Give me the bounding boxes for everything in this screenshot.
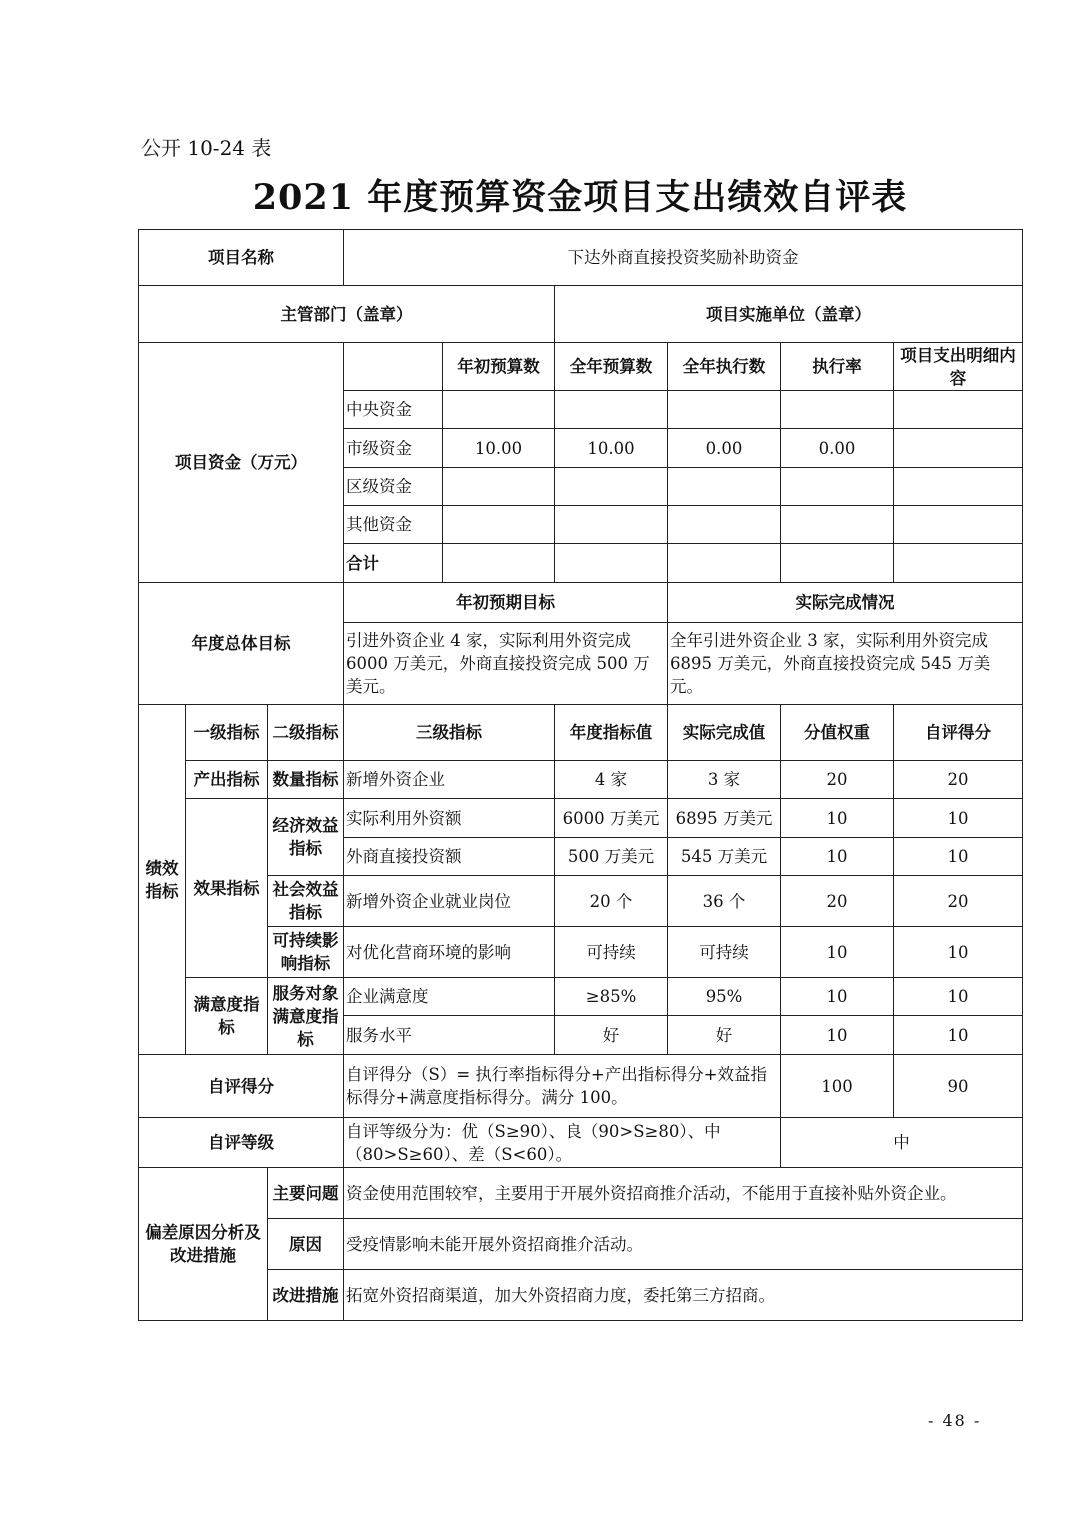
indicator-name: 外商直接投资额 [344, 838, 555, 876]
funds-cell [443, 468, 555, 506]
main-problem-label: 主要问题 [268, 1168, 344, 1219]
indicator-actual: 95% [668, 978, 781, 1016]
indicator-name: 新增外资企业 [344, 761, 555, 799]
funds-cell [555, 544, 668, 583]
level1-output: 产出指标 [186, 761, 268, 799]
level2-sustainability: 可持续影响指标 [268, 927, 344, 978]
table-number-caption: 公开 10-24 表 [141, 136, 272, 160]
indicator-target: 好 [555, 1016, 668, 1055]
indicator-weight: 10 [781, 978, 894, 1016]
funds-cell [443, 391, 555, 429]
funds-cell [894, 468, 1023, 506]
funds-cell [894, 544, 1023, 583]
funds-header-annual-budget: 全年预算数 [555, 343, 668, 391]
indicator-name: 企业满意度 [344, 978, 555, 1016]
actual-result-text: 全年引进外资企业 3 家，实际利用外资完成 6895 万美元，外商直接投资完成 545 万美元。 [668, 623, 1023, 705]
implementing-unit-label: 项目实施单位（盖章） [555, 286, 1023, 343]
funds-header-execution-rate: 执行率 [781, 343, 894, 391]
page-number: - 48 - [928, 1411, 982, 1430]
funds-header-initial-budget: 年初预算数 [443, 343, 555, 391]
deviation-label: 偏差原因分析及改进措施 [139, 1168, 268, 1321]
improvement-label: 改进措施 [268, 1270, 344, 1321]
document-title: 2021 年度预算资金项目支出绩效自评表 [252, 177, 908, 218]
indicator-weight: 10 [781, 1016, 894, 1055]
funds-cell [781, 506, 894, 544]
self-grade-label: 自评等级 [139, 1118, 344, 1168]
funds-cell [555, 506, 668, 544]
cause-text: 受疫情影响未能开展外资招商推介活动。 [344, 1219, 1023, 1270]
indicator-target: ≥85% [555, 978, 668, 1016]
indicator-name: 实际利用外资额 [344, 799, 555, 838]
level2-economic: 经济效益指标 [268, 799, 344, 876]
funds-row-label: 区级资金 [344, 468, 443, 506]
funds-header-blank [344, 343, 443, 391]
funds-cell [894, 506, 1023, 544]
funds-cell [555, 468, 668, 506]
indicator-score: 10 [894, 1016, 1023, 1055]
indicator-name: 对优化营商环境的影响 [344, 927, 555, 978]
level1-satisfaction: 满意度指标 [186, 978, 268, 1055]
indicator-weight: 10 [781, 838, 894, 876]
funds-cell [443, 506, 555, 544]
funds-cell [894, 429, 1023, 468]
self-grade-value: 中 [781, 1118, 1023, 1168]
level2-social: 社会效益指标 [268, 876, 344, 927]
indicator-score: 10 [894, 927, 1023, 978]
funds-header-detail: 项目支出明细内容 [894, 343, 1023, 391]
indicator-actual: 好 [668, 1016, 781, 1055]
funds-cell: 10.00 [443, 429, 555, 468]
funds-label: 项目资金（万元） [139, 343, 344, 583]
funds-cell [668, 468, 781, 506]
indicator-actual: 可持续 [668, 927, 781, 978]
performance-evaluation-table [138, 229, 1023, 1321]
indicator-target: 20 个 [555, 876, 668, 927]
main-problem-text: 资金使用范围较窄，主要用于开展外资招商推介活动，不能用于直接补贴外资企业。 [344, 1168, 1023, 1219]
self-score-label: 自评得分 [139, 1055, 344, 1118]
indicator-weight: 20 [781, 876, 894, 927]
cause-label: 原因 [268, 1219, 344, 1270]
indicator-header-weight: 分值权重 [781, 705, 894, 761]
indicator-target: 500 万美元 [555, 838, 668, 876]
expected-goal-text: 引进外资企业 4 家，实际利用外资完成 6000 万美元，外商直接投资完成 500 万美元。 [344, 623, 668, 705]
project-name-label: 项目名称 [139, 230, 344, 286]
indicator-weight: 20 [781, 761, 894, 799]
annual-goals-label: 年度总体目标 [139, 583, 344, 705]
improvement-text: 拓宽外资招商渠道，加大外资招商力度，委托第三方招商。 [344, 1270, 1023, 1321]
funds-cell [781, 544, 894, 583]
funds-cell [443, 544, 555, 583]
indicator-target: 可持续 [555, 927, 668, 978]
funds-row-label: 市级资金 [344, 429, 443, 468]
indicator-header-level2: 二级指标 [268, 705, 344, 761]
actual-result-header: 实际完成情况 [668, 583, 1023, 623]
level2-quantity: 数量指标 [268, 761, 344, 799]
self-score-value: 90 [894, 1055, 1023, 1118]
indicator-score: 10 [894, 978, 1023, 1016]
indicator-target: 6000 万美元 [555, 799, 668, 838]
indicator-actual: 3 家 [668, 761, 781, 799]
self-score-description: 自评得分（S）= 执行率指标得分+产出指标得分+效益指标得分+满意度指标得分。满分 100。 [344, 1055, 781, 1118]
indicator-actual: 6895 万美元 [668, 799, 781, 838]
funds-cell [668, 506, 781, 544]
funds-cell [781, 468, 894, 506]
funds-cell [668, 391, 781, 429]
indicator-actual: 36 个 [668, 876, 781, 927]
indicator-name: 服务水平 [344, 1016, 555, 1055]
indicators-label: 绩效指标 [139, 705, 186, 1055]
indicator-name: 新增外资企业就业岗位 [344, 876, 555, 927]
indicator-score: 20 [894, 876, 1023, 927]
indicator-actual: 545 万美元 [668, 838, 781, 876]
indicator-header-score: 自评得分 [894, 705, 1023, 761]
funds-row-label: 中央资金 [344, 391, 443, 429]
indicator-header-level1: 一级指标 [186, 705, 268, 761]
expected-goal-header: 年初预期目标 [344, 583, 668, 623]
indicator-weight: 10 [781, 799, 894, 838]
indicator-header-target: 年度指标值 [555, 705, 668, 761]
project-name-value: 下达外商直接投资奖励补助资金 [344, 230, 1023, 286]
funds-cell [781, 391, 894, 429]
funds-header-executed: 全年执行数 [668, 343, 781, 391]
self-score-total: 100 [781, 1055, 894, 1118]
funds-cell: 0.00 [668, 429, 781, 468]
funds-cell [555, 391, 668, 429]
funds-row-label: 其他资金 [344, 506, 443, 544]
department-label: 主管部门（盖章） [139, 286, 555, 343]
level1-effect: 效果指标 [186, 799, 268, 978]
level2-service-satisfaction: 服务对象满意度指标 [268, 978, 344, 1055]
indicator-header-level3: 三级指标 [344, 705, 555, 761]
funds-cell: 10.00 [555, 429, 668, 468]
indicator-weight: 10 [781, 927, 894, 978]
indicator-score: 10 [894, 838, 1023, 876]
funds-cell [894, 391, 1023, 429]
self-grade-description: 自评等级分为：优（S≥90）、良（90>S≥80）、中（80>S≥60）、差（S<60）。 [344, 1118, 781, 1168]
funds-cell: 0.00 [781, 429, 894, 468]
indicator-score: 10 [894, 799, 1023, 838]
indicator-score: 20 [894, 761, 1023, 799]
indicator-target: 4 家 [555, 761, 668, 799]
funds-row-label: 合计 [344, 544, 443, 583]
funds-cell [668, 544, 781, 583]
indicator-header-actual: 实际完成值 [668, 705, 781, 761]
